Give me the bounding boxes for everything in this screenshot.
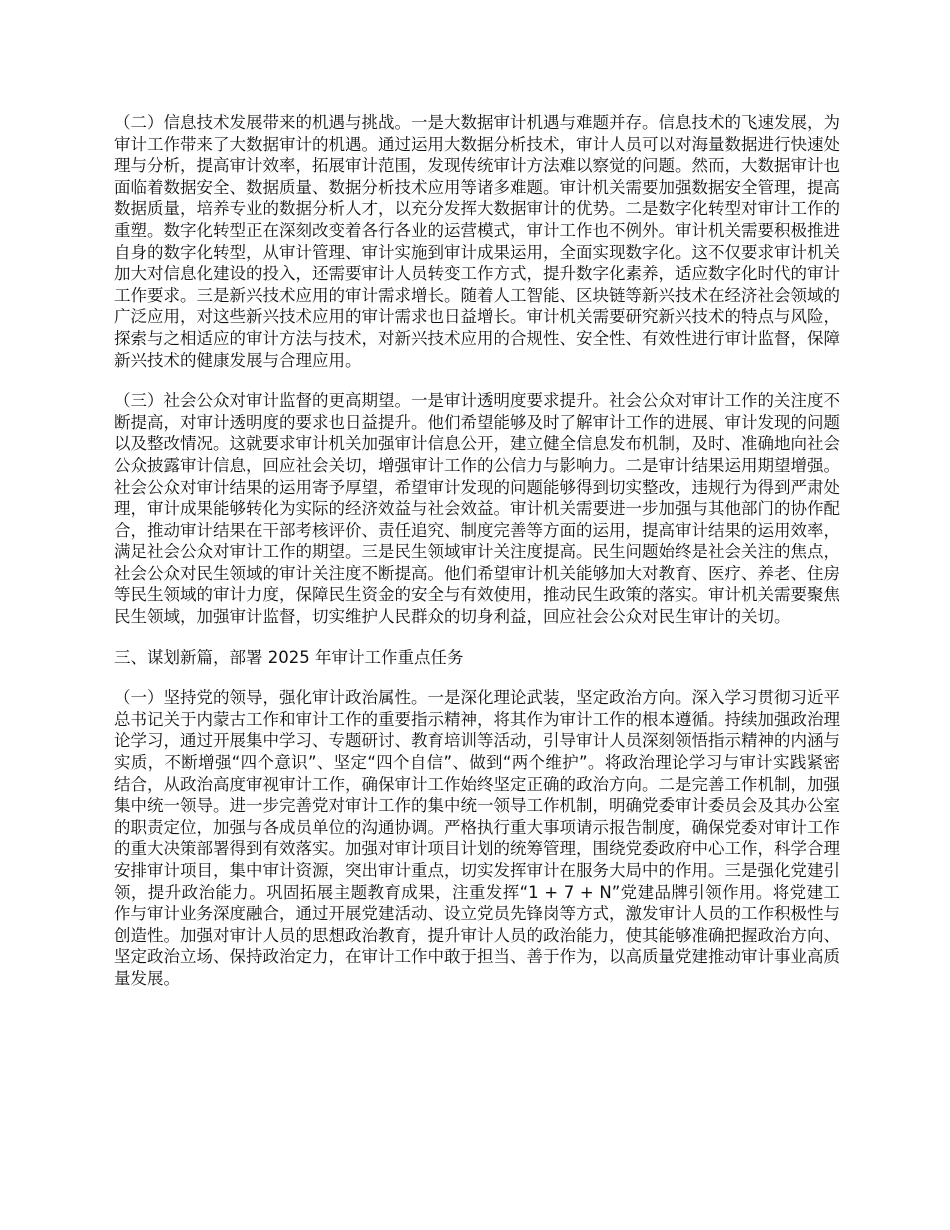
- document-page: [114, 112, 840, 1009]
- paragraph-public-expectations: （三）社会公众对审计监督的更高期望。一是审计透明度要求提升。社会公众对审计工作的关注度不断提高，对审计透明度的要求也日益提升。他们希望能够及时了解审计工作的进展、审计发现的问题以及整改情况。这就要求审计机关加强审计信息公开，建立健全信息发布机制，及时、准确地向社会公众披露审计信息，回应社会关切，增强审计工作的公信力与影响力。二是审计结果运用期望增强。社会公众对审计结果的运用寄予厚望，希望审计发现的问题能够得到切实整改，违规行为得到严肃处理，审计成果能够转化为实际的经济效益与社会效益。审计机关需要进一步加强与其他部门的协作配合，推动审计结果在干部考核评价、责任追究、制度完善等方面的运用，提高审计结果的运用效率，满足社会公众对审计工作的期望。三是民生领域审计关注度提高。民生问题始终是社会关注的焦点，社会公众对民生领域的审计关注度不断提高。他们希望审计机关能够加大对教育、医疗、养老、住房等民生领域的审计力度，保障民生资金的安全与有效使用，推动民生政策的落实。审计机关需要聚焦民生领域，加强审计监督，切实维护人民群众的切身利益，回应社会公众对民生审计的关切。: [114, 391, 840, 627]
- paragraph-party-leadership: （一）坚持党的领导，强化审计政治属性。一是深化理论武装，坚定政治方向。深入学习贯彻习近平总书记关于内蒙古工作和审计工作的重要指示精神，将其作为审计工作的根本遵循。持续加强政治理论学习，通过开展集中学习、专题研讨、教育培训等活动，引导审计人员深刻领悟指示精神的内涵与实质，不断增强“四个意识”、坚定“四个自信”、做到“两个维护”。将政治理论学习与审计实践紧密结合，从政治高度审视审计工作，确保审计工作始终坚定正确的政治方向。二是完善工作机制，加强集中统一领导。进一步完善党对审计工作的集中统一领导工作机制，明确党委审计委员会及其办公室的职责定位，加强与各成员单位的沟通协调。严格执行重大事项请示报告制度，确保党委对审计工作的重大决策部署得到有效落实。加强对审计项目计划的统筹管理，围绕党委政府中心工作，科学合理安排审计项目，集中审计资源，突出审计重点，切实发挥审计在服务大局中的作用。三是强化党建引领，提升政治能力。巩固拓展主题教育成果，注重发挥“1 + 7 + N”党建品牌引领作用。将党建工作与审计业务深度融合，通过开展党建活动、设立党员先锋岗等方式，激发审计人员的工作积极性与创造性。加强对审计人员的思想政治教育，提升审计人员的政治能力，使其能够准确把握政治方向、坚定政治立场、保持政治定力，在审计工作中敢于担当、善于作为，以高质量党建推动审计事业高质量发展。: [114, 688, 840, 988]
- section-heading: 三、谋划新篇，部署 2025 年审计工作重点任务: [114, 647, 464, 667]
- paragraph-information-technology: （二）信息技术发展带来的机遇与挑战。一是大数据审计机遇与难题并存。信息技术的飞速发展，为审计工作带来了大数据审计的机遇。通过运用大数据分析技术，审计人员可以对海量数据进行快速处理与分析，提高审计效率，拓展审计范围，发现传统审计方法难以察觉的问题。然而，大数据审计也面临着数据安全、数据质量、数据分析技术应用等诸多难题。审计机关需要加强数据安全管理，提高数据质量，培养专业的数据分析人才，以充分发挥大数据审计的优势。二是数字化转型对审计工作的重塑。数字化转型正在深刻改变着各行各业的运营模式，审计工作也不例外。审计机关需要积极推进自身的数字化转型，从审计管理、审计实施到审计成果运用，全面实现数字化。这不仅要求审计机关加大对信息化建设的投入，还需要审计人员转变工作方式，提升数字化素养，适应数字化时代的审计工作要求。三是新兴技术应用的审计需求增长。随着人工智能、区块链等新兴技术在经济社会领域的广泛应用，对这些新兴技术应用的审计需求也日益增长。审计机关需要研究新兴技术的特点与风险，探索与之相适应的审计方法与技术，对新兴技术应用的合规性、安全性、有效性进行审计监督，保障新兴技术的健康发展与合理应用。: [114, 113, 840, 370]
